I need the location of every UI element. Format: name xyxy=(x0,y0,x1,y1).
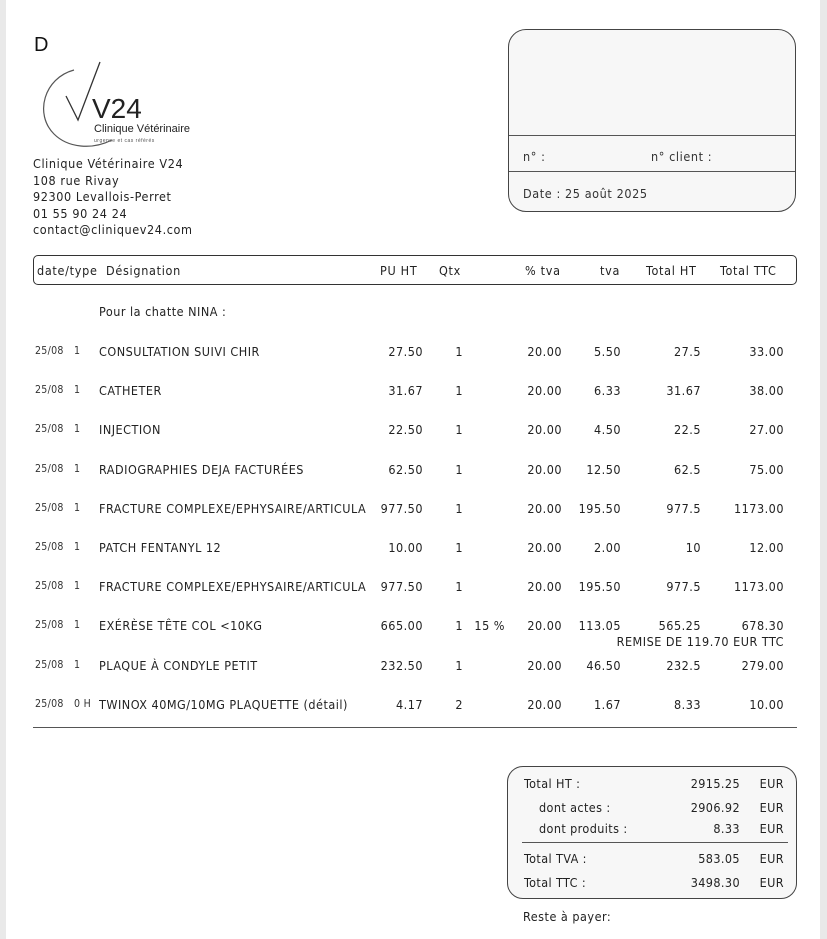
line-total-ht: 8.33 xyxy=(673,697,701,712)
line-date: 25/08 xyxy=(35,619,64,631)
line-total-ttc: 12.00 xyxy=(749,540,784,555)
line-designation: INJECTION xyxy=(99,422,161,437)
line-unit-price: 232.50 xyxy=(380,658,423,673)
amount-due-label: Reste à payer: xyxy=(523,909,612,924)
line-vat: 12.50 xyxy=(586,462,621,477)
line-total-ht: 22.5 xyxy=(673,422,701,437)
line-vat-rate: 20.00 xyxy=(527,501,562,516)
currency: EUR xyxy=(759,776,784,791)
line-type: 1 xyxy=(74,423,81,435)
line-vat-rate: 20.00 xyxy=(527,697,562,712)
line-quantity: 1 xyxy=(455,383,463,398)
line-vat: 46.50 xyxy=(586,658,621,673)
currency: EUR xyxy=(759,800,784,815)
line-date: 25/08 xyxy=(35,423,64,435)
logo-mark xyxy=(32,56,232,152)
client-number-label: n° client : xyxy=(651,149,713,164)
line-vat: 4.50 xyxy=(593,422,621,437)
line-designation: FRACTURE COMPLEXE/EPHYSAIRE/ARTICULA xyxy=(99,579,367,594)
line-quantity: 1 xyxy=(455,501,463,516)
line-total-ttc: 38.00 xyxy=(749,383,784,398)
actes-value: 2906.92 xyxy=(690,800,740,815)
logo-line1: Clinique Vétérinaire xyxy=(94,123,190,135)
line-date: 25/08 xyxy=(35,463,64,475)
line-total-ht: 27.5 xyxy=(673,344,701,359)
total-ttc-label: Total TTC : xyxy=(524,875,587,890)
line-date: 25/08 xyxy=(35,698,64,710)
col-header-qty: Qtx xyxy=(439,263,462,278)
line-type: 1 xyxy=(74,619,81,631)
line-total-ttc: 27.00 xyxy=(749,422,784,437)
line-vat: 195.50 xyxy=(578,501,621,516)
line-type: 1 xyxy=(74,384,81,396)
line-designation: EXÉRÈSE TÊTE COL <10KG xyxy=(99,618,263,633)
line-vat: 6.33 xyxy=(593,383,621,398)
invoice-number-label: n° : xyxy=(523,149,546,164)
currency: EUR xyxy=(759,821,784,836)
client-box-divider xyxy=(509,135,795,136)
line-unit-price: 62.50 xyxy=(388,462,423,477)
line-vat-rate: 20.00 xyxy=(527,579,562,594)
col-header-total-ttc: Total TTC xyxy=(720,263,777,278)
produits-label: dont produits : xyxy=(539,821,628,836)
line-type: 0 H xyxy=(74,698,92,710)
line-total-ht: 10 xyxy=(685,540,701,555)
line-total-ttc: 678.30 xyxy=(741,618,784,633)
line-unit-price: 31.67 xyxy=(388,383,423,398)
col-header-datetype: date/type xyxy=(37,263,98,278)
col-header-vat-pct: % tva xyxy=(525,263,561,278)
line-vat: 195.50 xyxy=(578,579,621,594)
totals-divider xyxy=(522,842,788,843)
line-designation: FRACTURE COMPLEXE/EPHYSAIRE/ARTICULA xyxy=(99,501,367,516)
line-total-ht: 977.5 xyxy=(666,579,701,594)
line-total-ht: 31.67 xyxy=(666,383,701,398)
clinic-name: Clinique Vétérinaire V24 xyxy=(33,156,184,171)
pet-line: Pour la chatte NINA : xyxy=(99,304,227,319)
line-type: 1 xyxy=(74,541,81,553)
clinic-street: 108 rue Rivay xyxy=(33,172,120,188)
line-date: 25/08 xyxy=(35,541,64,553)
line-total-ttc: 75.00 xyxy=(749,462,784,477)
col-header-designation: Désignation xyxy=(106,263,181,278)
col-header-total-ht: Total HT xyxy=(646,263,697,278)
col-header-vat: tva xyxy=(600,263,621,278)
line-total-ttc: 10.00 xyxy=(749,697,784,712)
line-date: 25/08 xyxy=(35,384,64,396)
line-vat-rate: 20.00 xyxy=(527,383,562,398)
line-vat-rate: 20.00 xyxy=(527,540,562,555)
line-unit-price: 22.50 xyxy=(388,422,423,437)
line-designation: RADIOGRAPHIES DEJA FACTURÉES xyxy=(99,462,304,477)
table-bottom-divider xyxy=(33,727,797,728)
invoice-date: Date : 25 août 2025 xyxy=(523,186,648,201)
totals-box xyxy=(507,766,797,899)
line-designation: PLAQUE À CONDYLE PETIT xyxy=(99,658,258,673)
total-ttc-value: 3498.30 xyxy=(690,875,740,890)
clinic-logo xyxy=(32,56,232,152)
line-unit-price: 4.17 xyxy=(395,697,423,712)
line-quantity: 1 xyxy=(455,422,463,437)
total-ht-value: 2915.25 xyxy=(690,776,740,791)
line-discount: 15 % xyxy=(474,618,505,633)
line-total-ttc: 1173.00 xyxy=(734,501,784,516)
discount-note: REMISE DE 119.70 EUR TTC xyxy=(616,634,784,649)
line-vat: 5.50 xyxy=(593,344,621,359)
line-unit-price: 10.00 xyxy=(388,540,423,555)
line-total-ht: 977.5 xyxy=(666,501,701,516)
line-type: 1 xyxy=(74,463,81,475)
line-quantity: 2 xyxy=(455,697,463,712)
line-designation: CATHETER xyxy=(99,383,162,398)
corner-letter: D xyxy=(34,34,49,56)
clinic-phone: 01 55 90 24 24 xyxy=(33,205,128,221)
line-vat-rate: 20.00 xyxy=(527,344,562,359)
line-total-ht: 565.25 xyxy=(658,618,701,633)
line-quantity: 1 xyxy=(455,344,463,359)
line-date: 25/08 xyxy=(35,345,64,357)
line-quantity: 1 xyxy=(455,579,463,594)
logo-line2: urgence et cas référés xyxy=(94,138,155,144)
currency: EUR xyxy=(759,875,784,890)
line-quantity: 1 xyxy=(455,462,463,477)
clinic-address xyxy=(33,156,193,239)
line-type: 1 xyxy=(74,659,81,671)
line-quantity: 1 xyxy=(455,540,463,555)
produits-value: 8.33 xyxy=(713,821,740,836)
col-header-pu: PU HT xyxy=(380,263,418,278)
line-type: 1 xyxy=(74,345,81,357)
line-unit-price: 977.50 xyxy=(380,579,423,594)
logo-mark-text: V24 xyxy=(92,93,142,124)
clinic-city: 92300 Levallois-Perret xyxy=(33,189,172,205)
total-tva-label: Total TVA : xyxy=(524,851,587,866)
line-date: 25/08 xyxy=(35,580,64,592)
clinic-email: contact@cliniquev24.com xyxy=(33,222,193,238)
line-vat: 113.05 xyxy=(578,618,621,633)
line-unit-price: 27.50 xyxy=(388,344,423,359)
line-total-ttc: 33.00 xyxy=(749,344,784,359)
line-designation: TWINOX 40MG/10MG PLAQUETTE (détail) xyxy=(99,697,348,712)
currency: EUR xyxy=(759,851,784,866)
invoice-page xyxy=(6,0,820,939)
line-unit-price: 977.50 xyxy=(380,501,423,516)
line-date: 25/08 xyxy=(35,659,64,671)
client-box-divider xyxy=(509,171,795,172)
total-tva-value: 583.05 xyxy=(698,851,740,866)
line-date: 25/08 xyxy=(35,502,64,514)
line-quantity: 1 xyxy=(455,618,463,633)
line-vat-rate: 20.00 xyxy=(527,618,562,633)
total-ht-label: Total HT : xyxy=(524,776,581,791)
line-vat: 1.67 xyxy=(593,697,621,712)
line-total-ttc: 279.00 xyxy=(741,658,784,673)
line-type: 1 xyxy=(74,580,81,592)
line-total-ttc: 1173.00 xyxy=(734,579,784,594)
line-vat-rate: 20.00 xyxy=(527,462,562,477)
line-total-ht: 62.5 xyxy=(673,462,701,477)
line-vat-rate: 20.00 xyxy=(527,422,562,437)
client-box xyxy=(508,29,796,212)
line-vat: 2.00 xyxy=(593,540,621,555)
line-designation: CONSULTATION SUIVI CHIR xyxy=(99,344,260,359)
line-quantity: 1 xyxy=(455,658,463,673)
line-vat-rate: 20.00 xyxy=(527,658,562,673)
actes-label: dont actes : xyxy=(539,800,611,815)
line-unit-price: 665.00 xyxy=(380,618,423,633)
line-designation: PATCH FENTANYL 12 xyxy=(99,540,222,555)
line-type: 1 xyxy=(74,502,81,514)
line-total-ht: 232.5 xyxy=(666,658,701,673)
